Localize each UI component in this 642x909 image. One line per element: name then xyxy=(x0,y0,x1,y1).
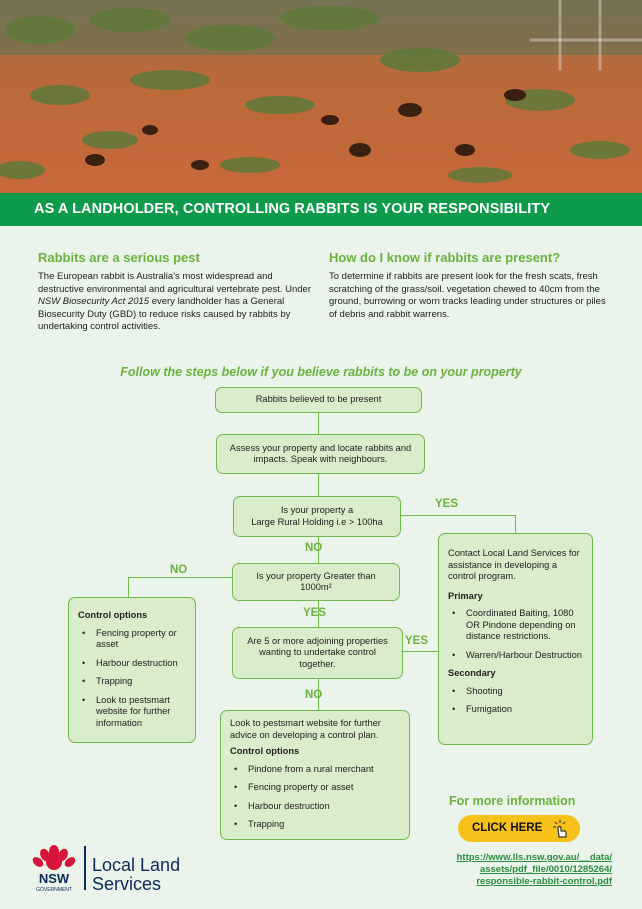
list-item: • Trapping xyxy=(78,676,187,688)
pointer-hand-icon xyxy=(552,819,572,839)
rabbit-warren-photo xyxy=(0,0,642,193)
connector-line xyxy=(403,651,439,652)
rabbits-present-heading: How do I know if rabbits are present? xyxy=(329,250,561,265)
connector-line xyxy=(318,412,319,435)
connector-line xyxy=(515,515,516,534)
step-rabbits-believed: Rabbits believed to be present xyxy=(215,387,422,413)
list-item: • Pindone from a rural merchant xyxy=(230,764,401,776)
connector-line xyxy=(128,577,129,597)
waratah-icon xyxy=(26,842,82,894)
no-label: NO xyxy=(305,689,323,701)
pdf-url-line: https://www.lls.nsw.gov.au/__data/ xyxy=(456,852,612,863)
yes-label: YES xyxy=(405,635,429,647)
nsw-wordmark: NSW xyxy=(38,871,70,886)
serious-pest-heading: Rabbits are a serious pest xyxy=(38,250,200,265)
hero-photo xyxy=(0,0,642,193)
question-adjoining-properties: Are 5 or more adjoining properties wanting to undertake control together. xyxy=(232,627,403,679)
connector-line xyxy=(128,577,232,578)
control-plan-intro: Look to pestsmart website for further advice on developing a control plan. xyxy=(230,718,381,740)
serious-pest-text xyxy=(38,271,313,334)
yes-label: YES xyxy=(303,607,327,619)
serious-pest-text-b: every landholder has a General Biosecurity Duty (GBD) to reduce risks caused by rabbits by undertaking control activities. xyxy=(38,296,291,333)
connector-line xyxy=(401,515,515,516)
list-item: • Warren/Harbour Destruction xyxy=(448,650,584,662)
control-plan-box xyxy=(220,710,410,840)
connector-line xyxy=(318,473,319,497)
step-assess-property: Assess your property and locate rabbits and impacts. Speak with neighbours. xyxy=(216,434,425,474)
list-item: • Look to pestsmart website for further information xyxy=(78,695,187,730)
pdf-url-line: assets/pdf_file/0010/1285264/ xyxy=(479,864,612,875)
government-wordmark: GOVERNMENT xyxy=(36,887,72,893)
primary-list xyxy=(448,608,584,661)
steps-tagline: Follow the steps below if you believe rabbits to be on your property xyxy=(120,365,522,379)
question-large-rural-holding xyxy=(233,496,401,537)
no-label: NO xyxy=(305,542,323,554)
list-item: • Fumigation xyxy=(448,704,584,716)
local-land-services-wordmark xyxy=(92,856,180,894)
pdf-url-link[interactable] xyxy=(400,852,612,888)
question-large-rural-holding-line2: Large Rural Holding i.e > 100ha xyxy=(251,516,383,527)
control-options-heading: Control options xyxy=(230,746,300,756)
logo-divider xyxy=(84,846,86,890)
serious-pest-text-a: The European rabbit is Australia's most widespread and destructive environmental and agricultural vertebrate pest. Under xyxy=(38,271,312,295)
lls-line2: Services xyxy=(92,874,162,894)
yes-label: YES xyxy=(435,498,459,510)
question-greater-1000m2: Is your property Greater than 1000m² xyxy=(232,563,400,601)
list-item: • Harbour destruction xyxy=(78,658,187,670)
primary-heading: Primary xyxy=(448,590,483,601)
question-large-rural-holding-line1: Is your property a xyxy=(280,505,354,515)
list-item: • Fencing property or asset xyxy=(230,782,401,794)
more-info-heading: For more information xyxy=(449,794,576,808)
list-item: • Harbour destruction xyxy=(230,801,401,813)
no-label: NO xyxy=(170,564,188,576)
lls-line1: Local Land xyxy=(92,855,181,875)
contact-lls-intro: Contact Local Land Services for assistance in developing a control program. xyxy=(448,548,580,581)
list-item: • Shooting xyxy=(448,686,584,698)
control-options-small-property xyxy=(68,597,196,743)
rabbits-present-text: To determine if rabbits are present look for the fresh scats, fresh scratching of the grass/soil. vegetation chewed to 40cm from the ground, burrowing or worn tracks leading under structures or piles of debris and rabbit warrens. xyxy=(329,271,606,320)
contact-lls-box xyxy=(438,533,593,745)
secondary-list xyxy=(448,686,584,716)
secondary-heading: Secondary xyxy=(448,668,496,678)
list-item: • Coordinated Baiting, 1080 OR Pindone depending on distance restrictions. xyxy=(448,608,584,643)
list-item: • Fencing property or asset xyxy=(78,628,187,651)
biosecurity-act-name: NSW Biosecurity Act 2015 xyxy=(38,296,150,308)
control-options-heading: Control options xyxy=(78,610,148,620)
control-options-list xyxy=(78,628,187,730)
responsibility-banner: AS A LANDHOLDER, CONTROLLING RABBITS IS YOUR RESPONSIBILITY xyxy=(0,193,642,226)
click-here-label: CLICK HERE xyxy=(472,822,543,834)
pdf-url-line: responsible-rabbit-control.pdf xyxy=(476,876,612,887)
control-options-list xyxy=(230,764,401,831)
rabbits-present-section xyxy=(329,250,611,321)
click-here-button[interactable] xyxy=(458,815,580,842)
list-item: • Trapping xyxy=(230,819,401,831)
serious-pest-section xyxy=(38,250,313,334)
